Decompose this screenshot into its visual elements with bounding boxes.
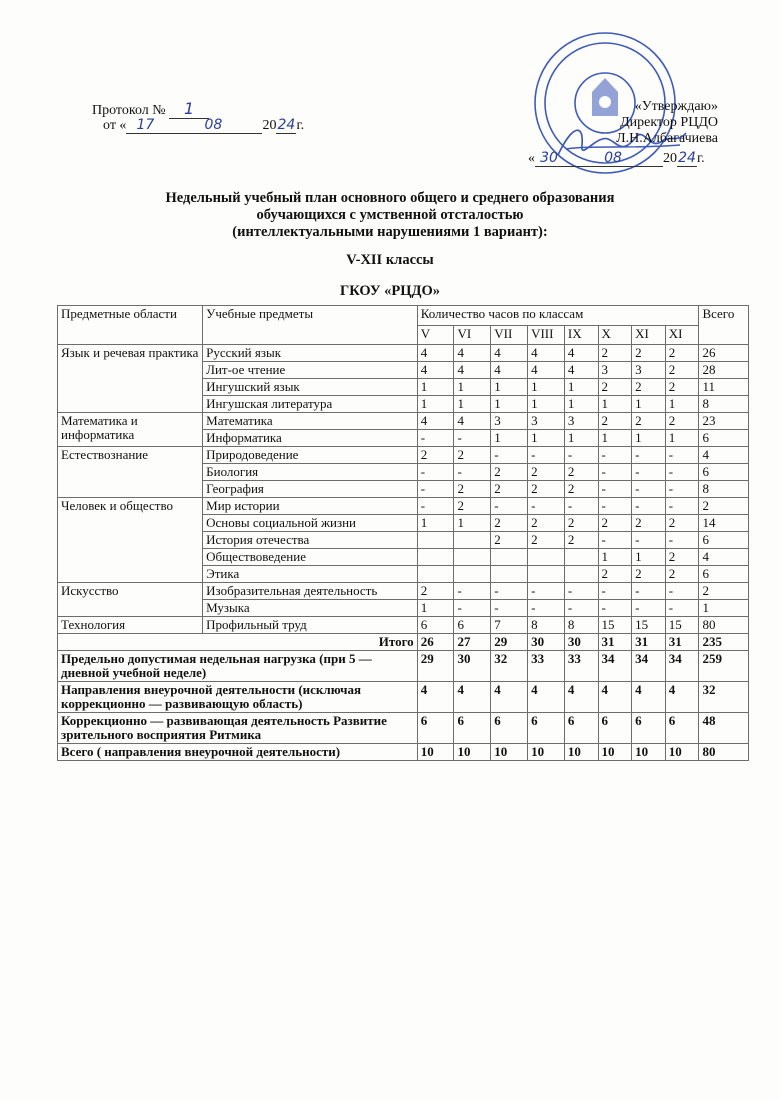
summary-cell: 30 xyxy=(454,651,491,682)
subject-cell: Мир истории xyxy=(203,498,418,515)
hours-cell: - xyxy=(491,600,528,617)
hours-cell: 2 xyxy=(632,413,666,430)
row-total-cell: 6 xyxy=(699,464,749,481)
doc-title-line2: обучающихся с умственной отсталостью xyxy=(256,207,524,223)
hours-cell xyxy=(417,566,454,583)
hours-cell: 2 xyxy=(632,345,666,362)
hours-cell: 1 xyxy=(491,396,528,413)
hours-cell: 1 xyxy=(491,379,528,396)
itogo-cell: 27 xyxy=(454,634,491,651)
hours-cell: 3 xyxy=(528,413,565,430)
hours-cell xyxy=(564,566,598,583)
subject-row xyxy=(58,583,749,600)
summary-cell: 10 xyxy=(598,744,632,761)
hours-cell: 1 xyxy=(491,430,528,447)
hours-cell: 1 xyxy=(564,396,598,413)
itogo-cell: 31 xyxy=(665,634,699,651)
subject-row xyxy=(58,447,749,464)
itogo-label: Итого xyxy=(58,634,418,651)
approval-name: Л.Н.Албагачиева xyxy=(616,131,718,146)
header-total: Всего xyxy=(699,306,749,345)
hours-cell: 4 xyxy=(528,362,565,379)
subject-cell: Профильный труд xyxy=(203,617,418,634)
approval-month: 08 xyxy=(563,150,663,167)
summary-cell: 10 xyxy=(665,744,699,761)
itogo-cell: 31 xyxy=(632,634,666,651)
protocol-line xyxy=(92,99,209,119)
row-total-cell: 6 xyxy=(699,430,749,447)
row-total-cell: 1 xyxy=(699,600,749,617)
hours-cell: 1 xyxy=(417,600,454,617)
hours-cell: 4 xyxy=(528,345,565,362)
hours-cell: 1 xyxy=(632,430,666,447)
summary-cell: 34 xyxy=(632,651,666,682)
hours-cell: 2 xyxy=(632,566,666,583)
hours-cell: - xyxy=(665,481,699,498)
hours-cell: 15 xyxy=(632,617,666,634)
subject-cell: Музыка xyxy=(203,600,418,617)
area-cell: Язык и речевая практика xyxy=(58,345,203,413)
row-total-cell: 80 xyxy=(699,617,749,634)
hours-cell: 2 xyxy=(528,515,565,532)
hours-cell xyxy=(454,532,491,549)
grade-header-cell: XI xyxy=(665,325,699,345)
hours-cell: 2 xyxy=(564,481,598,498)
hours-cell: 2 xyxy=(564,464,598,481)
approval-year-prefix: 20 xyxy=(663,151,677,166)
summary-row xyxy=(58,713,749,744)
subject-cell: История отечества xyxy=(203,532,418,549)
hours-cell: - xyxy=(454,600,491,617)
hours-cell: - xyxy=(417,464,454,481)
hours-cell xyxy=(454,566,491,583)
hours-cell: 2 xyxy=(632,379,666,396)
hours-cell: - xyxy=(564,600,598,617)
hours-cell: 2 xyxy=(665,379,699,396)
hours-cell: 1 xyxy=(454,379,491,396)
summary-cell: 10 xyxy=(454,744,491,761)
hours-cell: - xyxy=(665,464,699,481)
subject-cell: Информатика xyxy=(203,430,418,447)
hours-cell: 1 xyxy=(417,396,454,413)
subject-cell: Математика xyxy=(203,413,418,430)
itogo-cell: 26 xyxy=(417,634,454,651)
subject-row xyxy=(58,413,749,430)
hours-cell: 2 xyxy=(528,464,565,481)
hours-cell: 2 xyxy=(491,532,528,549)
hours-cell: 2 xyxy=(454,447,491,464)
itogo-cell: 31 xyxy=(598,634,632,651)
hours-cell: - xyxy=(417,430,454,447)
hours-cell: - xyxy=(665,583,699,600)
hours-cell: 3 xyxy=(491,413,528,430)
summary-cell: 6 xyxy=(491,713,528,744)
hours-cell: 2 xyxy=(454,481,491,498)
hours-cell: 1 xyxy=(528,430,565,447)
hours-cell: 2 xyxy=(564,532,598,549)
hours-cell: - xyxy=(417,481,454,498)
hours-cell: 2 xyxy=(598,566,632,583)
summary-cell: 4 xyxy=(491,682,528,713)
subject-row xyxy=(58,498,749,515)
subject-row xyxy=(58,617,749,634)
hours-cell: 4 xyxy=(417,413,454,430)
subject-cell: Ингушский язык xyxy=(203,379,418,396)
summary-cell: 6 xyxy=(417,713,454,744)
summary-total: 259 xyxy=(699,651,749,682)
summary-cell: 10 xyxy=(564,744,598,761)
hours-cell: 2 xyxy=(417,583,454,600)
hours-cell: - xyxy=(598,447,632,464)
hours-cell: 8 xyxy=(528,617,565,634)
summary-cell: 10 xyxy=(528,744,565,761)
hours-cell: - xyxy=(491,583,528,600)
approval-year-suffix: г. xyxy=(697,151,705,166)
summary-cell: 6 xyxy=(598,713,632,744)
itogo-row xyxy=(58,634,749,651)
hours-cell: 2 xyxy=(665,515,699,532)
hours-cell: 3 xyxy=(564,413,598,430)
hours-cell: 1 xyxy=(417,379,454,396)
hours-cell: 2 xyxy=(632,515,666,532)
hours-cell: 1 xyxy=(665,396,699,413)
summary-label: Направления внеурочной деятельности (исключая коррекционно — развивающую область) xyxy=(58,682,418,713)
grade-header-cell: VIII xyxy=(528,325,565,345)
approval-position: Директор РЦДО xyxy=(620,115,718,130)
hours-cell: - xyxy=(564,498,598,515)
summary-cell: 4 xyxy=(665,682,699,713)
hours-cell: 4 xyxy=(417,362,454,379)
hours-cell: - xyxy=(598,532,632,549)
grade-header-cell: X xyxy=(598,325,632,345)
summary-cell: 34 xyxy=(665,651,699,682)
hours-cell: 1 xyxy=(598,549,632,566)
subject-cell: Основы социальной жизни xyxy=(203,515,418,532)
summary-cell: 4 xyxy=(632,682,666,713)
subject-cell: Изобразительная деятельность xyxy=(203,583,418,600)
protocol-year-suffix: г. xyxy=(296,118,305,133)
hours-cell: 4 xyxy=(491,345,528,362)
hours-cell: 3 xyxy=(598,362,632,379)
subject-cell: Природоведение xyxy=(203,447,418,464)
summary-cell: 10 xyxy=(632,744,666,761)
summary-cell: 4 xyxy=(598,682,632,713)
hours-cell: 1 xyxy=(528,396,565,413)
hours-cell: - xyxy=(528,600,565,617)
summary-cell: 10 xyxy=(491,744,528,761)
subject-cell: Лит-ое чтение xyxy=(203,362,418,379)
summary-cell: 6 xyxy=(528,713,565,744)
summary-total: 48 xyxy=(699,713,749,744)
hours-cell xyxy=(454,549,491,566)
doc-title-line1: Недельный учебный план основного общего и среднего образования xyxy=(165,190,615,206)
hours-cell: - xyxy=(491,498,528,515)
hours-cell: - xyxy=(598,583,632,600)
hours-cell: 2 xyxy=(491,515,528,532)
summary-cell: 10 xyxy=(417,744,454,761)
subject-cell: Ингушская литература xyxy=(203,396,418,413)
hours-cell: 2 xyxy=(665,345,699,362)
approval-title: «Утверждаю» xyxy=(634,99,718,114)
hours-cell xyxy=(491,566,528,583)
summary-cell: 6 xyxy=(564,713,598,744)
hours-cell: - xyxy=(528,447,565,464)
subject-cell: Обществоведение xyxy=(203,549,418,566)
hours-cell: - xyxy=(665,532,699,549)
summary-cell: 4 xyxy=(564,682,598,713)
area-cell: Искусство xyxy=(58,583,203,617)
protocol-number: 1 xyxy=(169,99,209,119)
hours-cell: 3 xyxy=(632,362,666,379)
hours-cell: 1 xyxy=(598,396,632,413)
approval-year: 24 xyxy=(678,150,696,166)
doc-classes: V-XII классы xyxy=(346,252,434,268)
hours-cell: 4 xyxy=(564,362,598,379)
hours-cell: 7 xyxy=(491,617,528,634)
summary-cell: 4 xyxy=(454,682,491,713)
row-total-cell: 6 xyxy=(699,566,749,583)
hours-cell: 1 xyxy=(454,396,491,413)
summary-total: 80 xyxy=(699,744,749,761)
row-total-cell: 4 xyxy=(699,447,749,464)
summary-cell: 6 xyxy=(665,713,699,744)
summary-cell: 34 xyxy=(598,651,632,682)
hours-cell: - xyxy=(632,464,666,481)
hours-cell: 2 xyxy=(665,413,699,430)
protocol-year: 24 xyxy=(277,117,296,133)
hours-cell: 2 xyxy=(665,566,699,583)
hours-cell: - xyxy=(598,481,632,498)
area-cell: Технология xyxy=(58,617,203,634)
summary-cell: 33 xyxy=(528,651,565,682)
row-total-cell: 4 xyxy=(699,549,749,566)
hours-cell: 2 xyxy=(665,549,699,566)
hours-cell: - xyxy=(665,498,699,515)
approval-day: 30 xyxy=(535,150,563,167)
approval-block xyxy=(598,99,718,147)
doc-school: ГКОУ «РЦДО» xyxy=(340,283,440,299)
hours-cell: 4 xyxy=(564,345,598,362)
hours-cell: - xyxy=(665,447,699,464)
hours-cell: 1 xyxy=(454,515,491,532)
hours-cell: 2 xyxy=(598,515,632,532)
hours-cell: - xyxy=(598,464,632,481)
hours-cell: - xyxy=(632,498,666,515)
hours-cell: 6 xyxy=(454,617,491,634)
area-cell: Математика и информатика xyxy=(58,413,203,447)
summary-cell: 6 xyxy=(454,713,491,744)
row-total-cell: 8 xyxy=(699,481,749,498)
hours-cell xyxy=(564,549,598,566)
summary-row xyxy=(58,651,749,682)
header-subjects: Учебные предметы xyxy=(203,306,418,345)
hours-cell: 2 xyxy=(491,464,528,481)
hours-cell: 4 xyxy=(454,345,491,362)
hours-cell: 2 xyxy=(528,532,565,549)
grade-header-cell: VII xyxy=(491,325,528,345)
hours-cell xyxy=(417,532,454,549)
summary-cell: 33 xyxy=(564,651,598,682)
hours-cell: - xyxy=(632,583,666,600)
doc-title-line3: (интеллектуальными нарушениями 1 вариант): xyxy=(232,224,548,240)
hours-cell: 2 xyxy=(417,447,454,464)
row-total-cell: 26 xyxy=(699,345,749,362)
protocol-label: Протокол № xyxy=(92,103,166,118)
subject-cell: Биология xyxy=(203,464,418,481)
hours-cell xyxy=(417,549,454,566)
area-cell: Естествознание xyxy=(58,447,203,498)
hours-cell: 15 xyxy=(665,617,699,634)
row-total-cell: 28 xyxy=(699,362,749,379)
grade-header-cell: VI xyxy=(454,325,491,345)
hours-cell: 2 xyxy=(598,345,632,362)
row-total-cell: 8 xyxy=(699,396,749,413)
summary-total: 32 xyxy=(699,682,749,713)
row-total-cell: 2 xyxy=(699,583,749,600)
hours-cell: 1 xyxy=(564,379,598,396)
hours-cell: 2 xyxy=(564,515,598,532)
itogo-cell: 29 xyxy=(491,634,528,651)
hours-cell xyxy=(491,549,528,566)
hours-cell: - xyxy=(632,600,666,617)
hours-cell: 1 xyxy=(564,430,598,447)
subject-cell: Этика xyxy=(203,566,418,583)
header-areas: Предметные области xyxy=(58,306,203,345)
hours-cell: - xyxy=(598,600,632,617)
subject-row xyxy=(58,345,749,362)
protocol-date-prefix: от « xyxy=(103,118,127,133)
hours-cell: 4 xyxy=(454,413,491,430)
hours-cell: 2 xyxy=(454,498,491,515)
subject-cell: Русский язык xyxy=(203,345,418,362)
row-total-cell: 14 xyxy=(699,515,749,532)
hours-cell: 2 xyxy=(665,362,699,379)
hours-cell: - xyxy=(528,583,565,600)
hours-cell: - xyxy=(632,481,666,498)
hours-cell: 2 xyxy=(598,379,632,396)
protocol-year-prefix: 20 xyxy=(262,118,277,133)
hours-cell: - xyxy=(417,498,454,515)
hours-cell xyxy=(528,566,565,583)
hours-cell: 4 xyxy=(491,362,528,379)
grade-header-cell: XI xyxy=(632,325,666,345)
hours-cell: 2 xyxy=(598,413,632,430)
hours-cell: - xyxy=(632,447,666,464)
summary-cell: 29 xyxy=(417,651,454,682)
hours-cell: 1 xyxy=(598,430,632,447)
hours-cell: 6 xyxy=(417,617,454,634)
grade-header-cell: IX xyxy=(564,325,598,345)
hours-cell: 1 xyxy=(417,515,454,532)
row-total-cell: 23 xyxy=(699,413,749,430)
summary-cell: 6 xyxy=(632,713,666,744)
protocol-month: 08 xyxy=(164,117,262,134)
summary-cell: 32 xyxy=(491,651,528,682)
area-cell: Человек и общество xyxy=(58,498,203,583)
hours-cell: 4 xyxy=(417,345,454,362)
summary-row xyxy=(58,744,749,761)
hours-cell: - xyxy=(632,532,666,549)
hours-cell: 8 xyxy=(564,617,598,634)
itogo-cell: 30 xyxy=(564,634,598,651)
table-header-row xyxy=(58,306,749,326)
hours-cell: - xyxy=(454,583,491,600)
approval-date-prefix: « xyxy=(528,151,535,166)
hours-cell: 1 xyxy=(528,379,565,396)
subject-cell: География xyxy=(203,481,418,498)
hours-cell: 2 xyxy=(491,481,528,498)
hours-cell xyxy=(528,549,565,566)
itogo-cell: 30 xyxy=(528,634,565,651)
protocol-day: 17 xyxy=(126,117,164,134)
summary-label: Предельно допустимая недельная нагрузка (при 5 — дневной учебной неделе) xyxy=(58,651,418,682)
hours-cell: 2 xyxy=(528,481,565,498)
row-total-cell: 2 xyxy=(699,498,749,515)
row-total-cell: 6 xyxy=(699,532,749,549)
hours-cell: - xyxy=(564,447,598,464)
hours-cell: - xyxy=(665,600,699,617)
row-total-cell: 11 xyxy=(699,379,749,396)
protocol-date xyxy=(103,117,304,134)
hours-cell: 1 xyxy=(665,430,699,447)
hours-cell: - xyxy=(454,430,491,447)
hours-cell: - xyxy=(528,498,565,515)
summary-cell: 4 xyxy=(417,682,454,713)
hours-cell: 4 xyxy=(454,362,491,379)
approval-date xyxy=(528,150,705,167)
grade-header-cell: V xyxy=(417,325,454,345)
hours-cell: 15 xyxy=(598,617,632,634)
curriculum-table xyxy=(57,305,749,761)
hours-cell: - xyxy=(454,464,491,481)
summary-label: Всего ( направления внеурочной деятельности) xyxy=(58,744,418,761)
header-hours: Количество часов по классам xyxy=(417,306,699,326)
hours-cell: - xyxy=(564,583,598,600)
summary-label: Коррекционно — развивающая деятельность Развитие зрительного восприятия Ритмика xyxy=(58,713,418,744)
hours-cell: - xyxy=(491,447,528,464)
hours-cell: 1 xyxy=(632,396,666,413)
hours-cell: 1 xyxy=(632,549,666,566)
summary-row xyxy=(58,682,749,713)
hours-cell: - xyxy=(598,498,632,515)
summary-cell: 4 xyxy=(528,682,565,713)
itogo-total: 235 xyxy=(699,634,749,651)
